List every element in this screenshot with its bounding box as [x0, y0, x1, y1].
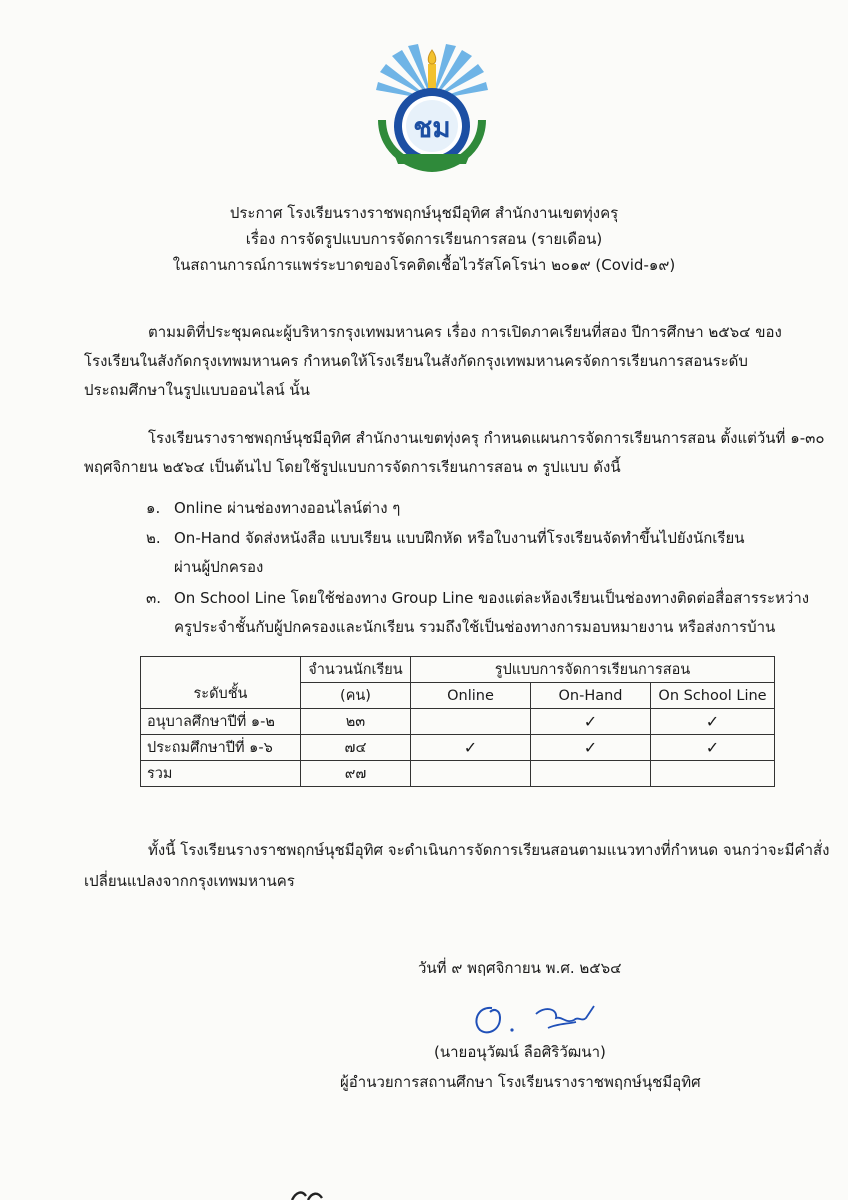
table-header-row-1 — [141, 657, 775, 683]
header-students-line2: (คน) — [301, 683, 411, 709]
signer-title: ผู้อำนวยการสถานศึกษา โรงเรียนรางราชพฤกษ์นุชมีอุทิศ — [340, 1073, 701, 1091]
heading-line-1: ประกาศ โรงเรียนรางราชพฤกษ์นุชมีอุทิศ สำนักงานเขตทุ่งครุ — [229, 204, 619, 222]
row-check-onschoolline: ✓ — [651, 735, 775, 761]
item-2-text-line1: On-Hand จัดส่งหนังสือ แบบเรียน แบบฝึกหัด หรือใบงานที่โรงเรียนจัดทำขึ้นไปยังนักเรียน — [174, 529, 745, 547]
header-students-line1: จำนวนนักเรียน — [301, 657, 411, 683]
table-row — [141, 735, 775, 761]
para1-line2: โรงเรียนในสังกัดกรุงเทพมหานคร กำหนดให้โรงเรียนในสังกัดกรุงเทพมหานครจัดการเรียนการสอนระดับ — [84, 352, 748, 370]
header-mode-onschoolline: On School Line — [651, 683, 775, 709]
row-students: ๒๓ — [301, 709, 411, 735]
item-1-number: ๑. — [146, 499, 161, 517]
row-check-online: ✓ — [411, 735, 531, 761]
header-level: ระดับชั้น — [141, 657, 301, 709]
signer-name: (นายอนุวัฒน์ ลือศิริวัฒนา) — [434, 1043, 606, 1061]
row-level: อนุบาลศึกษาปีที่ ๑-๒ — [141, 709, 301, 735]
row-check-online — [411, 761, 531, 787]
row-students: ๙๗ — [301, 761, 411, 787]
para1-line3: ประถมศึกษาในรูปแบบออนไลน์ นั้น — [84, 381, 310, 399]
row-check-onschoolline: ✓ — [651, 709, 775, 735]
row-students: ๗๔ — [301, 735, 411, 761]
item-3-number: ๓. — [146, 589, 162, 607]
page-edge-mark — [288, 1186, 328, 1200]
table-row-total — [141, 761, 775, 787]
item-1-text: Online ผ่านช่องทางออนไลน์ต่าง ๆ — [174, 499, 401, 517]
row-level: ประถมศึกษาปีที่ ๑-๖ — [141, 735, 301, 761]
header-mode-online: Online — [411, 683, 531, 709]
item-3-text-line1: On School Line โดยใช้ช่องทาง Group Line ของแต่ละห้องเรียนเป็นช่องทางติดต่อสื่อสารระหว่าง — [174, 589, 810, 607]
logo-monogram: ชม — [413, 111, 451, 144]
school-logo — [372, 42, 492, 172]
closing-line2: เปลี่ยนแปลงจากกรุงเทพมหานคร — [84, 872, 295, 890]
heading-line-2: เรื่อง การจัดรูปแบบการจัดการเรียนการสอน (รายเดือน) — [245, 230, 603, 248]
teaching-plan-table — [140, 656, 775, 787]
item-2-number: ๒. — [146, 529, 161, 547]
row-check-onhand — [531, 761, 651, 787]
header-teaching-modes: รูปแบบการจัดการเรียนการสอน — [411, 657, 775, 683]
signature — [466, 1000, 606, 1040]
item-2-text-line2: ผ่านผู้ปกครอง — [174, 558, 264, 576]
announcement-heading — [0, 200, 848, 278]
row-level: รวม — [141, 761, 301, 787]
header-mode-onhand: On-Hand — [531, 683, 651, 709]
announcement-date: วันที่ ๙ พฤศจิกายน พ.ศ. ๒๕๖๔ — [418, 959, 622, 977]
para2-line2: พฤศจิกายน ๒๕๖๔ เป็นต้นไป โดยใช้รูปแบบการจัดการเรียนการสอน ๓ รูปแบบ ดังนี้ — [84, 458, 621, 476]
para2-line1: โรงเรียนรางราชพฤกษ์นุชมีอุทิศ สำนักงานเขตทุ่งครุ กำหนดแผนการจัดการเรียนการสอน ตั้งแต่วันที่ ๑-๓๐ — [148, 429, 825, 447]
row-check-onhand: ✓ — [531, 709, 651, 735]
closing-line1: ทั้งนี้ โรงเรียนรางราชพฤกษ์นุชมีอุทิศ จะดำเนินการจัดการเรียนสอนตามแนวทางที่กำหนด จนกว่าจะมีคำสั่ง — [148, 841, 830, 859]
para1-line1: ตามมติที่ประชุมคณะผู้บริหารกรุงเทพมหานคร เรื่อง การเปิดภาคเรียนที่สอง ปีการศึกษา ๒๕๖๔ ของ — [148, 323, 782, 341]
row-check-online — [411, 709, 531, 735]
item-3-text-line2: ครูประจำชั้นกับผู้ปกครองและนักเรียน รวมถึงใช้เป็นช่องทางการมอบหมายงาน หรือส่งการบ้าน — [174, 618, 776, 636]
table-row — [141, 709, 775, 735]
row-check-onschoolline — [651, 761, 775, 787]
row-check-onhand: ✓ — [531, 735, 651, 761]
heading-line-3: ในสถานการณ์การแพร่ระบาดของโรคติดเชื้อไวรัสโคโรน่า ๒๐๑๙ (Covid-๑๙) — [172, 256, 676, 274]
